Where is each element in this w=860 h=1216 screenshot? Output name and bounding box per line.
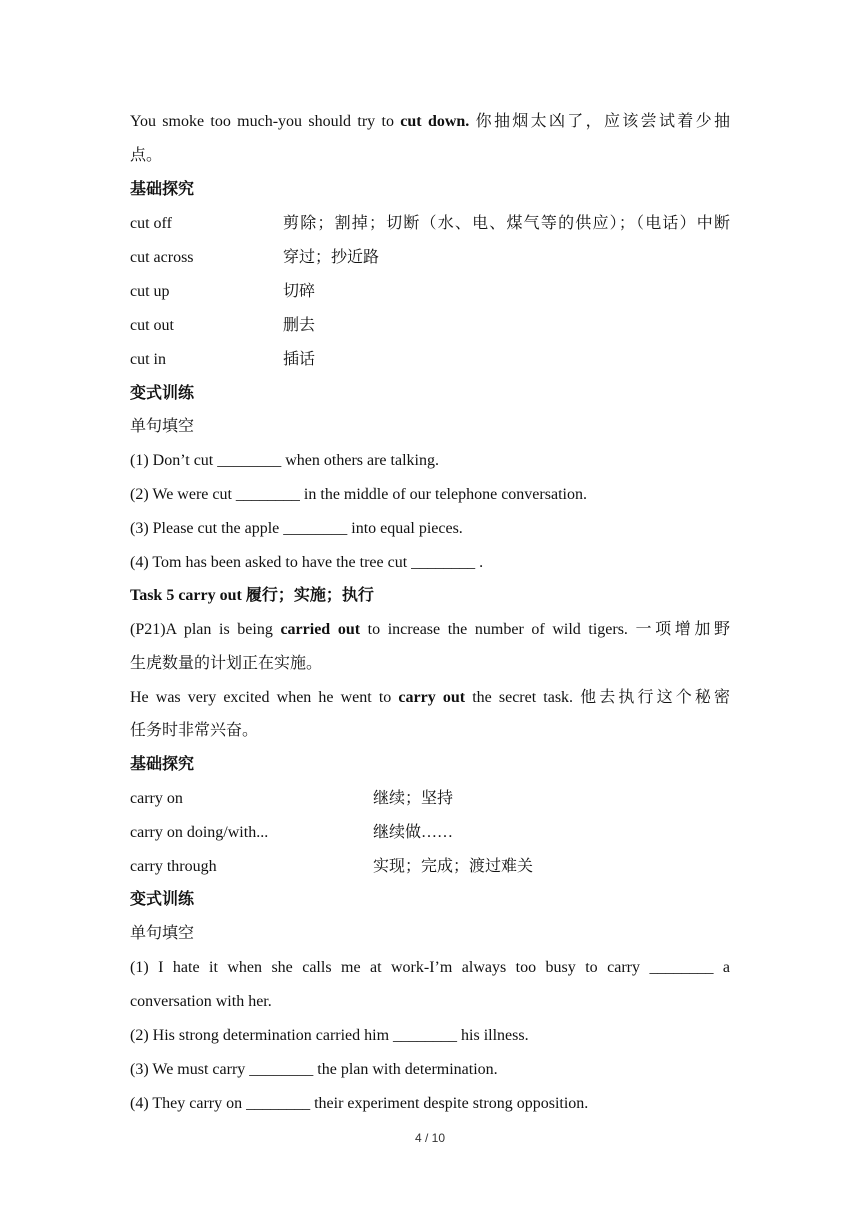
- phrase-meaning: 剪除；割掉；切断（水、电、煤气等的供应）；（电话）中断: [283, 215, 730, 232]
- exercise-type-label: 单句填空: [130, 925, 195, 942]
- exercise-item: (4) Tom has been asked to have the tree cut ________ .: [130, 554, 484, 571]
- exercise-item-continued: conversation with her.: [130, 993, 272, 1010]
- exercise-item: (3) We must carry ________ the plan with determination.: [130, 1061, 498, 1078]
- page-number: 4 / 10: [414, 1131, 446, 1145]
- example-translation-continued: 点。: [130, 147, 163, 164]
- section-heading-variant-training: 变式训练: [130, 385, 195, 402]
- example-translation-continued: 任务时非常兴奋。: [130, 722, 259, 739]
- phrase-meaning: 切碎: [283, 283, 316, 300]
- phrase-meaning: 穿过；抄近路: [283, 249, 380, 266]
- phrase-term: cut out: [130, 317, 174, 334]
- exercise-item: (2) His strong determination carried him ________ his illness.: [130, 1027, 529, 1044]
- phrase-meaning: 插话: [283, 351, 316, 368]
- section-heading-basic-inquiry: 基础探究: [130, 181, 195, 198]
- exercise-item: (1) Don’t cut ________ when others are talking.: [130, 452, 439, 469]
- phrase-meaning: 继续做……: [373, 824, 454, 841]
- exercise-item: (1) I hate it when she calls me at work-I’m always too busy to carry ________ a: [130, 959, 730, 976]
- exercise-type-label: 单句填空: [130, 418, 195, 435]
- example-sentence-carry-out: He was very excited when he went to carry out the secret task. 他去执行这个秘密: [130, 689, 731, 706]
- phrase-term: cut up: [130, 283, 170, 300]
- phrase-term: cut in: [130, 351, 166, 368]
- phrase-term: carry on: [130, 790, 183, 807]
- phrase-term: carry on doing/with...: [130, 824, 269, 841]
- section-heading-variant-training: 变式训练: [130, 891, 195, 908]
- example-sentence-carried-out: (P21)A plan is being carried out to increase the number of wild tigers. 一项增加野: [130, 621, 730, 638]
- exercise-item: (4) They carry on ________ their experiment despite strong opposition.: [130, 1095, 589, 1112]
- exercise-item: (2) We were cut ________ in the middle of our telephone conversation.: [130, 486, 587, 503]
- exercise-item: (3) Please cut the apple ________ into equal pieces.: [130, 520, 463, 537]
- phrase-meaning: 继续；坚持: [373, 790, 454, 807]
- example-sentence-cut-down: You smoke too much-you should try to cut down. 你抽烟太凶了，应该尝试着少抽: [130, 113, 730, 130]
- phrase-term: cut off: [130, 215, 172, 232]
- phrase-term: cut across: [130, 249, 194, 266]
- phrase-meaning: 实现；完成；渡过难关: [373, 858, 534, 875]
- phrase-term: carry through: [130, 858, 217, 875]
- example-translation-continued: 生虎数量的计划正在实施。: [130, 655, 323, 672]
- task-heading: Task 5 carry out 履行；实施；执行: [130, 587, 374, 604]
- section-heading-basic-inquiry: 基础探究: [130, 756, 195, 773]
- phrase-meaning: 删去: [283, 317, 316, 334]
